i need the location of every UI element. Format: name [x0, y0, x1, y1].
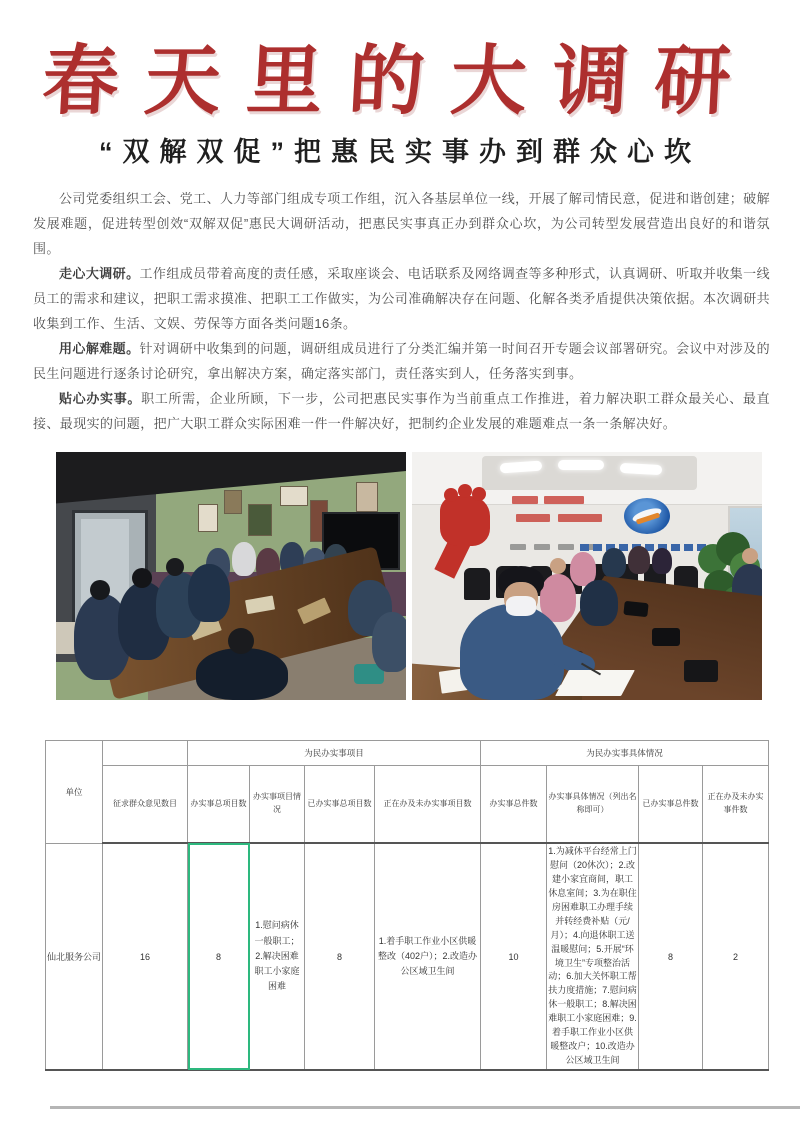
wall-slogan-text: [558, 514, 602, 522]
paper-on-table: [297, 598, 331, 625]
footer-divider: [50, 1106, 800, 1109]
person-head: [550, 558, 566, 574]
person-head: [742, 548, 758, 564]
person-figure: [188, 564, 230, 622]
col-header-item-details: 办实事具体情况（列出名称即可）: [547, 766, 639, 844]
fist-graphic: [444, 488, 458, 502]
table-console: [623, 601, 648, 617]
person-head: [166, 558, 184, 576]
article-body: [33, 186, 770, 436]
col-header-unit: 单位: [46, 741, 103, 844]
person-figure: [196, 648, 288, 700]
table-console: [652, 628, 680, 646]
wall-photo-frame: [280, 486, 308, 506]
person-figure: [580, 580, 618, 626]
person-figure: [652, 548, 672, 574]
wall-photo-frame: [224, 490, 242, 514]
col-header-project-overview: 办实事项目情况: [250, 766, 305, 844]
person-head: [90, 580, 110, 600]
person-head: [132, 568, 152, 588]
cell-done-items: 8: [639, 843, 703, 1070]
person-figure: [372, 612, 406, 672]
group-header-projects: 为民办实事项目: [188, 741, 481, 766]
col-header-pending-items: 正在办及未办实事件数: [703, 766, 769, 844]
group-header-details: 为民办实事具体情况: [481, 741, 769, 766]
paragraph-text: 职工所需，企业所顾，下一步，公司把惠民实事作为当前重点工作推进，着力解决职工群众最关心、最直接、最现实的问题，把广大职工群众实际困难一件一件解决好，把制约企业发展的难题难点一条一条解决好。: [33, 391, 770, 431]
wall-slogan-text: [544, 496, 584, 504]
cell-project-overview: 1.慰问病休一般职工；2.解决困难职工小家庭困难: [250, 843, 305, 1070]
person-figure: [602, 548, 626, 578]
col-header-opinions: 征求群众意见数目: [103, 766, 188, 844]
wall-photo-frame: [356, 482, 378, 512]
cell-pending-items: 2: [703, 843, 769, 1070]
wall-subtext: [558, 544, 574, 550]
wall-subtext: [510, 544, 526, 550]
ceiling-light: [558, 460, 604, 470]
person-head: [228, 628, 254, 654]
cell-done-projects: 8: [305, 843, 375, 1070]
face-mask: [506, 596, 536, 616]
paragraph-lead: 用心解难题。: [59, 341, 140, 356]
empty-group-cell: [103, 741, 188, 766]
cell-pending-projects: 1.着手职工作业小区供暖整改（402户）；2.改造办公区域卫生间: [375, 843, 481, 1070]
col-header-done-projects: 已办实事总项目数: [305, 766, 375, 844]
ceiling-light: [620, 463, 662, 475]
paragraph: [33, 186, 770, 261]
photo-row: [56, 452, 762, 700]
cell-opinions: 16: [103, 843, 188, 1070]
cell-total-projects-selected: 8: [188, 843, 250, 1070]
meeting-photo-conference: [412, 452, 762, 700]
col-header-done-items: 已办实事总件数: [639, 766, 703, 844]
benefit-stats-table: [45, 740, 769, 1071]
person-figure: [628, 546, 650, 574]
paper-document: [555, 670, 635, 696]
page-subtitle: “双解双促”把惠民实事办到群众心坎: [99, 137, 701, 167]
cell-total-items: 10: [481, 843, 547, 1070]
office-chair: [464, 568, 490, 600]
paragraph-text: 针对调研中收集到的问题，调研组成员进行了分类汇编并第一时间召开专题会议部署研究。会议中对涉及的民生问题进行逐条讨论研究，拿出解决方案，确定落实部门，责任落实到人，任务落实到事。: [33, 341, 770, 381]
table-console: [684, 660, 718, 682]
cell-item-details: 1.为减休平台经常上门慰问（20休次）；2.改建小家宜商间，职工休息室间；3.为在职住房困难职工办理手续并转经费补贴（元/月）；4.向退休职工送温暖慰问；5.开展“环境卫生”专项整治活动；6.加大关怀职工帮扶力度措施；7.慰问病休一般职工；8.解决困难职工小家庭困难；9.着手职工作业小区供暖整改户；10.改造办公区域卫生间: [547, 843, 639, 1070]
wall-photo-frame: [248, 504, 272, 536]
wall-photo-frame: [198, 504, 218, 532]
fist-graphic: [440, 496, 490, 546]
meeting-photo-breakroom: [56, 452, 406, 700]
wall-slogan-text: [512, 496, 538, 504]
col-header-total-items: 办实事总件数: [481, 766, 547, 844]
page-title: 春天里的大调研: [40, 35, 760, 125]
wall-subtext: [534, 544, 550, 550]
person-figure: [232, 542, 256, 576]
col-header-total-projects: 办实事总项目数: [188, 766, 250, 844]
paragraph-lead: 贴心办实事。: [59, 391, 142, 406]
wall-slogan-text: [516, 514, 550, 522]
cell-unit: 仙北服务公司: [46, 843, 103, 1070]
paragraph: [33, 261, 770, 336]
col-header-pending-projects: 正在办及未办实事项目数: [375, 766, 481, 844]
paragraph-text: 公司党委组织工会、党工、人力等部门组成专项工作组，沉入各基层单位一线，开展了解司情民意，促进和谐创建；破解发展难题，促进转型创效“双解双促”惠民大调研活动，把惠民实事真正办到群众心坎，为公司转型发展营造出良好的和谐氛围。: [33, 191, 770, 256]
paragraph: [33, 336, 770, 386]
paragraph-text: 工作组成员带着高度的责任感，采取座谈会、电话联系及网络调查等多种形式，认真调研、听取并收集一线员工的需求和建议，把职工需求摸准、把职工工作做实，为公司准确解决存在问题、化解各类矛盾提供决策依据。本次调研共收集到工作、生活、文娱、劳保等方面各类问题16条。: [33, 266, 771, 331]
paragraph: [33, 386, 770, 436]
fist-graphic: [472, 487, 486, 501]
fist-graphic: [458, 484, 472, 498]
paragraph-lead: 走心大调研。: [59, 266, 140, 281]
paper-on-table: [245, 595, 275, 614]
